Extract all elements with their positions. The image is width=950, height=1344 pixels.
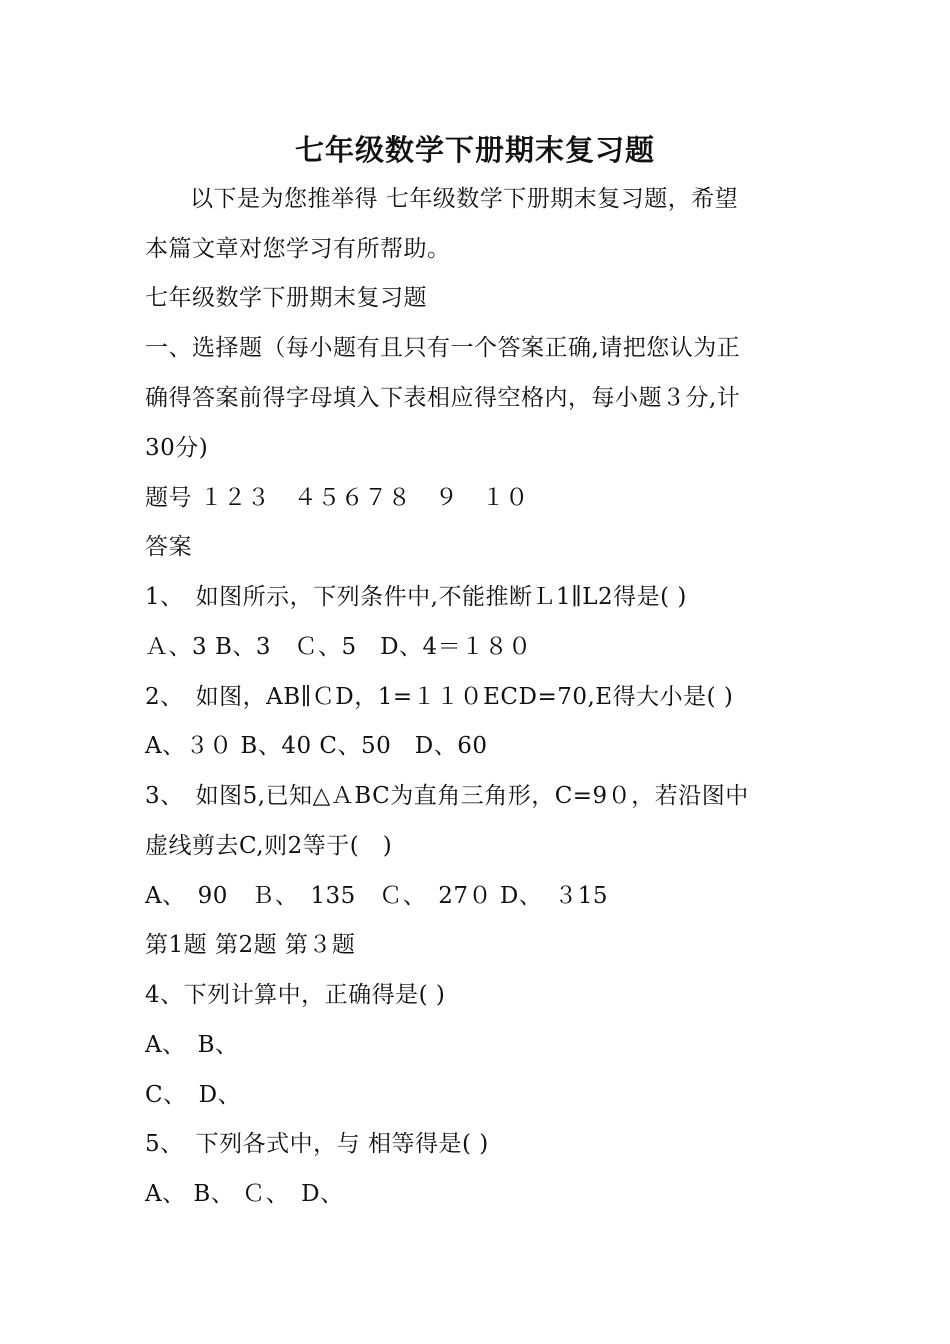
page-title: 七年级数学下册期末复习题 xyxy=(294,133,655,167)
instructions-line-3: 30分) xyxy=(145,435,209,461)
question-3-line-2: 虚线剪去C,则2等于( ) xyxy=(145,833,393,859)
intro-line-2: 本篇文章对您学习有所帮助。 xyxy=(145,236,451,262)
instructions-line-2: 确得答案前得字母填入下表相应得空格内，每小题３分,计 xyxy=(145,385,741,411)
intro-line-1: 以下是为您推举得 七年级数学下册期末复习题，希望 xyxy=(190,186,739,212)
figure-captions: 第1题 第2题 第３题 xyxy=(145,932,356,958)
question-number-row: 题号 １２３ ４５６７８ ９ １０ xyxy=(145,485,529,511)
question-3-options: A、 90 Ｂ、 135 Ｃ、 27０ D、 ３15 xyxy=(145,883,609,909)
question-2: 2、 如图，AB∥ＣD，1=１１０ECD=70,E得大小是( ) xyxy=(145,684,734,710)
question-1: 1、 如图所示，下列条件中,不能推断Ｌ1∥L2得是( ) xyxy=(145,584,687,610)
question-4: 4、下列计算中，正确得是( ) xyxy=(145,982,446,1008)
question-2-options: A、３０ B、40 C、50 D、60 xyxy=(145,733,488,759)
question-5-options: A、 B、 Ｃ、 D、 xyxy=(145,1181,344,1207)
section-heading: 七年级数学下册期末复习题 xyxy=(145,285,427,311)
instructions-line-1: 一、选择题（每小题有且只有一个答案正确,请把您认为正 xyxy=(145,335,741,361)
answer-row: 答案 xyxy=(145,534,192,560)
question-1-options: Ａ、3 B、3 Ｃ、5 D、4＝１８０ xyxy=(145,634,532,660)
question-4-options-cd: C、 D、 xyxy=(145,1082,242,1108)
question-4-options-ab: A、 B、 xyxy=(145,1032,239,1058)
question-3-line-1: 3、 如图5,已知△ＡBC为直角三角形，C=9０，若沿图中 xyxy=(145,783,749,809)
question-5: 5、 下列各式中，与 相等得是( ) xyxy=(145,1131,489,1157)
